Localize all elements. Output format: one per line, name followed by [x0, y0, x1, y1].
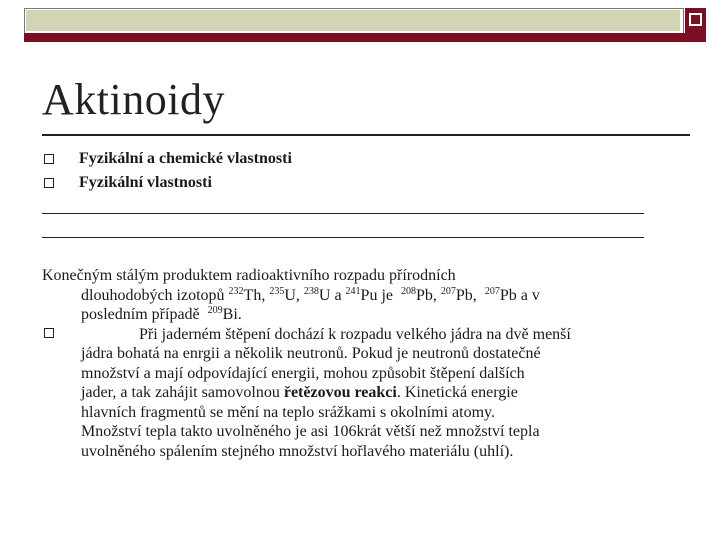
- bullet-list: [42, 147, 682, 195]
- isotope-mass: 208: [401, 285, 416, 297]
- isotope-mass: 235: [269, 285, 285, 297]
- checkbox-bullet-icon: [44, 178, 54, 188]
- text-line: [42, 266, 692, 286]
- text-run: U,: [284, 286, 304, 304]
- slide-title: Aktinoidy: [42, 75, 225, 124]
- header-band-fill: [26, 10, 680, 31]
- blank-answer-line: [42, 213, 644, 214]
- text-run: Bi.: [222, 306, 242, 323]
- emphasis-chain-reaction: řetězovou reakci: [283, 384, 397, 401]
- text-run: Konečným stálým produktem radioaktivního rozpadu přírodních: [42, 267, 456, 284]
- text-run: jádra bohatá na enrgii a několik neutronů. Pokud je neutronů dostatečné: [81, 345, 541, 362]
- text-run: Pu je: [360, 286, 397, 304]
- text-run: Th,: [243, 286, 270, 304]
- title-divider: [42, 134, 690, 136]
- isotope-mass: 232: [228, 285, 244, 297]
- bullet-label: Fyzikální vlastnosti: [79, 174, 212, 191]
- isotope-mass: 207: [440, 285, 456, 297]
- header-band-stripe: [24, 33, 706, 42]
- bullet-item-physical: [42, 171, 682, 195]
- blank-answer-line: [42, 237, 644, 238]
- text-run: množství a mají odpovídající energii, mohou způsobit štěpení dalších: [81, 364, 525, 382]
- text-line: [42, 364, 692, 384]
- text-run: posledním případě: [81, 306, 204, 323]
- text-run: Při jaderném štěpení dochází k rozpadu velkého jádra na dvě menší: [139, 325, 571, 343]
- bullet-item-chemical: [42, 147, 682, 171]
- text-line: [42, 442, 692, 462]
- text-line: [42, 305, 692, 325]
- checkbox-bullet-icon: [44, 154, 54, 164]
- isotope-mass: 207: [484, 285, 500, 297]
- isotope-mass: 209: [207, 305, 223, 316]
- text-run: uvolněného spálením stejného množství hořlavého materiálu (uhlí).: [81, 442, 514, 460]
- header-corner-square-icon: [689, 13, 702, 26]
- bullet-label: Fyzikální a chemické vlastnosti: [79, 150, 292, 167]
- text-run: jader, a tak zahájit samovolnou: [81, 384, 284, 401]
- text-run: . Kinetická energie: [396, 384, 518, 401]
- text-line: [42, 325, 692, 345]
- text-line: [42, 383, 692, 403]
- text-line: [42, 286, 692, 306]
- isotope-mass: 241: [345, 285, 361, 297]
- body-text: [42, 266, 692, 461]
- text-run: Množství tepla takto uvolněného je asi 106krát větší než množství tepla: [81, 423, 540, 440]
- text-line: [42, 422, 692, 442]
- text-run: Pb a v: [499, 286, 540, 304]
- header-decoration: [24, 8, 706, 42]
- text-run: hlavních fragmentů se mění na teplo srážkami s okolními atomy.: [81, 403, 495, 421]
- text-run: Pb,: [455, 286, 481, 304]
- text-run: U a: [318, 286, 346, 304]
- text-run: dlouhodobých izotopů: [81, 286, 229, 304]
- isotope-mass: 238: [303, 285, 319, 297]
- text-line: [42, 403, 692, 423]
- checkbox-bullet-icon: [44, 328, 54, 338]
- text-run: Pb,: [416, 286, 441, 304]
- text-line: [42, 344, 692, 364]
